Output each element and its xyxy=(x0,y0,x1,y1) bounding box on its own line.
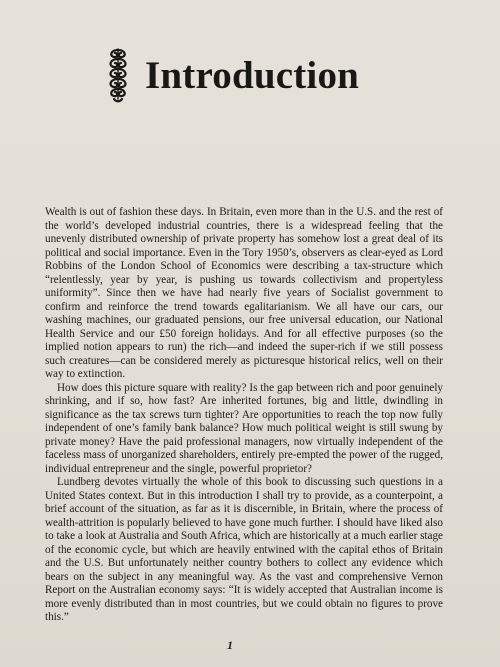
paragraph: Wealth is out of fashion these days. In Britain, even more than in the U.S. and the rest of the world’s developed industrial countries, there is a widespread feeling that the unevenly distributed ownership of private property has somehow lost a great deal of its political and social importance. Even in the Tory 1950’s, observers as clear-eyed as Lord Robbins of the London School of Economics were describing a tax-structure which “relentlessly, year by year, is pushing us towards collectivism and propertyless uniformity”. Since then we have had nearly five years of Socialist government to confirm and reinforce the trend towards egalitarianism. We all have our cars, our washing machines, our graduated pensions, our free universal education, our National Health Service and our £50 foreign holidays. And for all effective purposes (so the implied notion appears to run) the rich—and indeed the super-rich if we still possess such creatures—can be considered merely as picturesque historical relics, well on their way to extinction. xyxy=(45,206,443,380)
chapter-heading xyxy=(103,44,359,106)
paragraph: Lundberg devotes virtually the whole of this book to discussing such questions in a United States context. But in this introduction I shall try to provide, as a counterpoint, a brief account of the situation, as far as it is discernible, in Britain, where the process of wealth-attrition is popularly believed to have gone much further. I should have liked also to take a look at Australia and South Africa, which are historically at a much earlier stage of the economic cycle, but which are heavily entwined with the capital ethos of Britain and the U.S. But unfortunately neither country bothers to collect any evidence which bears on the subject in any meaningful way. As the vast and comprehensive Vernon Report on the Australian economy says: “It is widely accepted that Australian income is more evenly distributed than in most countries, but we could obtain no figures to prove this.” xyxy=(45,476,443,623)
page-number: 1 xyxy=(227,638,233,652)
paragraph: How does this picture square with reality? Is the gap between rich and poor genuinely shrinking, and if so, how fast? Are inherited fortunes, big and little, dwindling in significance as the tax screws turn tighter? Are opportunities to reach the top now fully independent of one’s family bank balance? How much political weight is still swung by private money? Have the paid professional managers, now virtually independent of the faceless mass of unorganized shareholders, entirely pre-empted the power of the rugged, individual entrepreneur and the single, powerful proprietor? xyxy=(45,381,443,475)
scroll-ornament-icon xyxy=(103,47,133,103)
chapter-title: Introduction xyxy=(145,53,360,97)
body-text xyxy=(45,206,443,625)
